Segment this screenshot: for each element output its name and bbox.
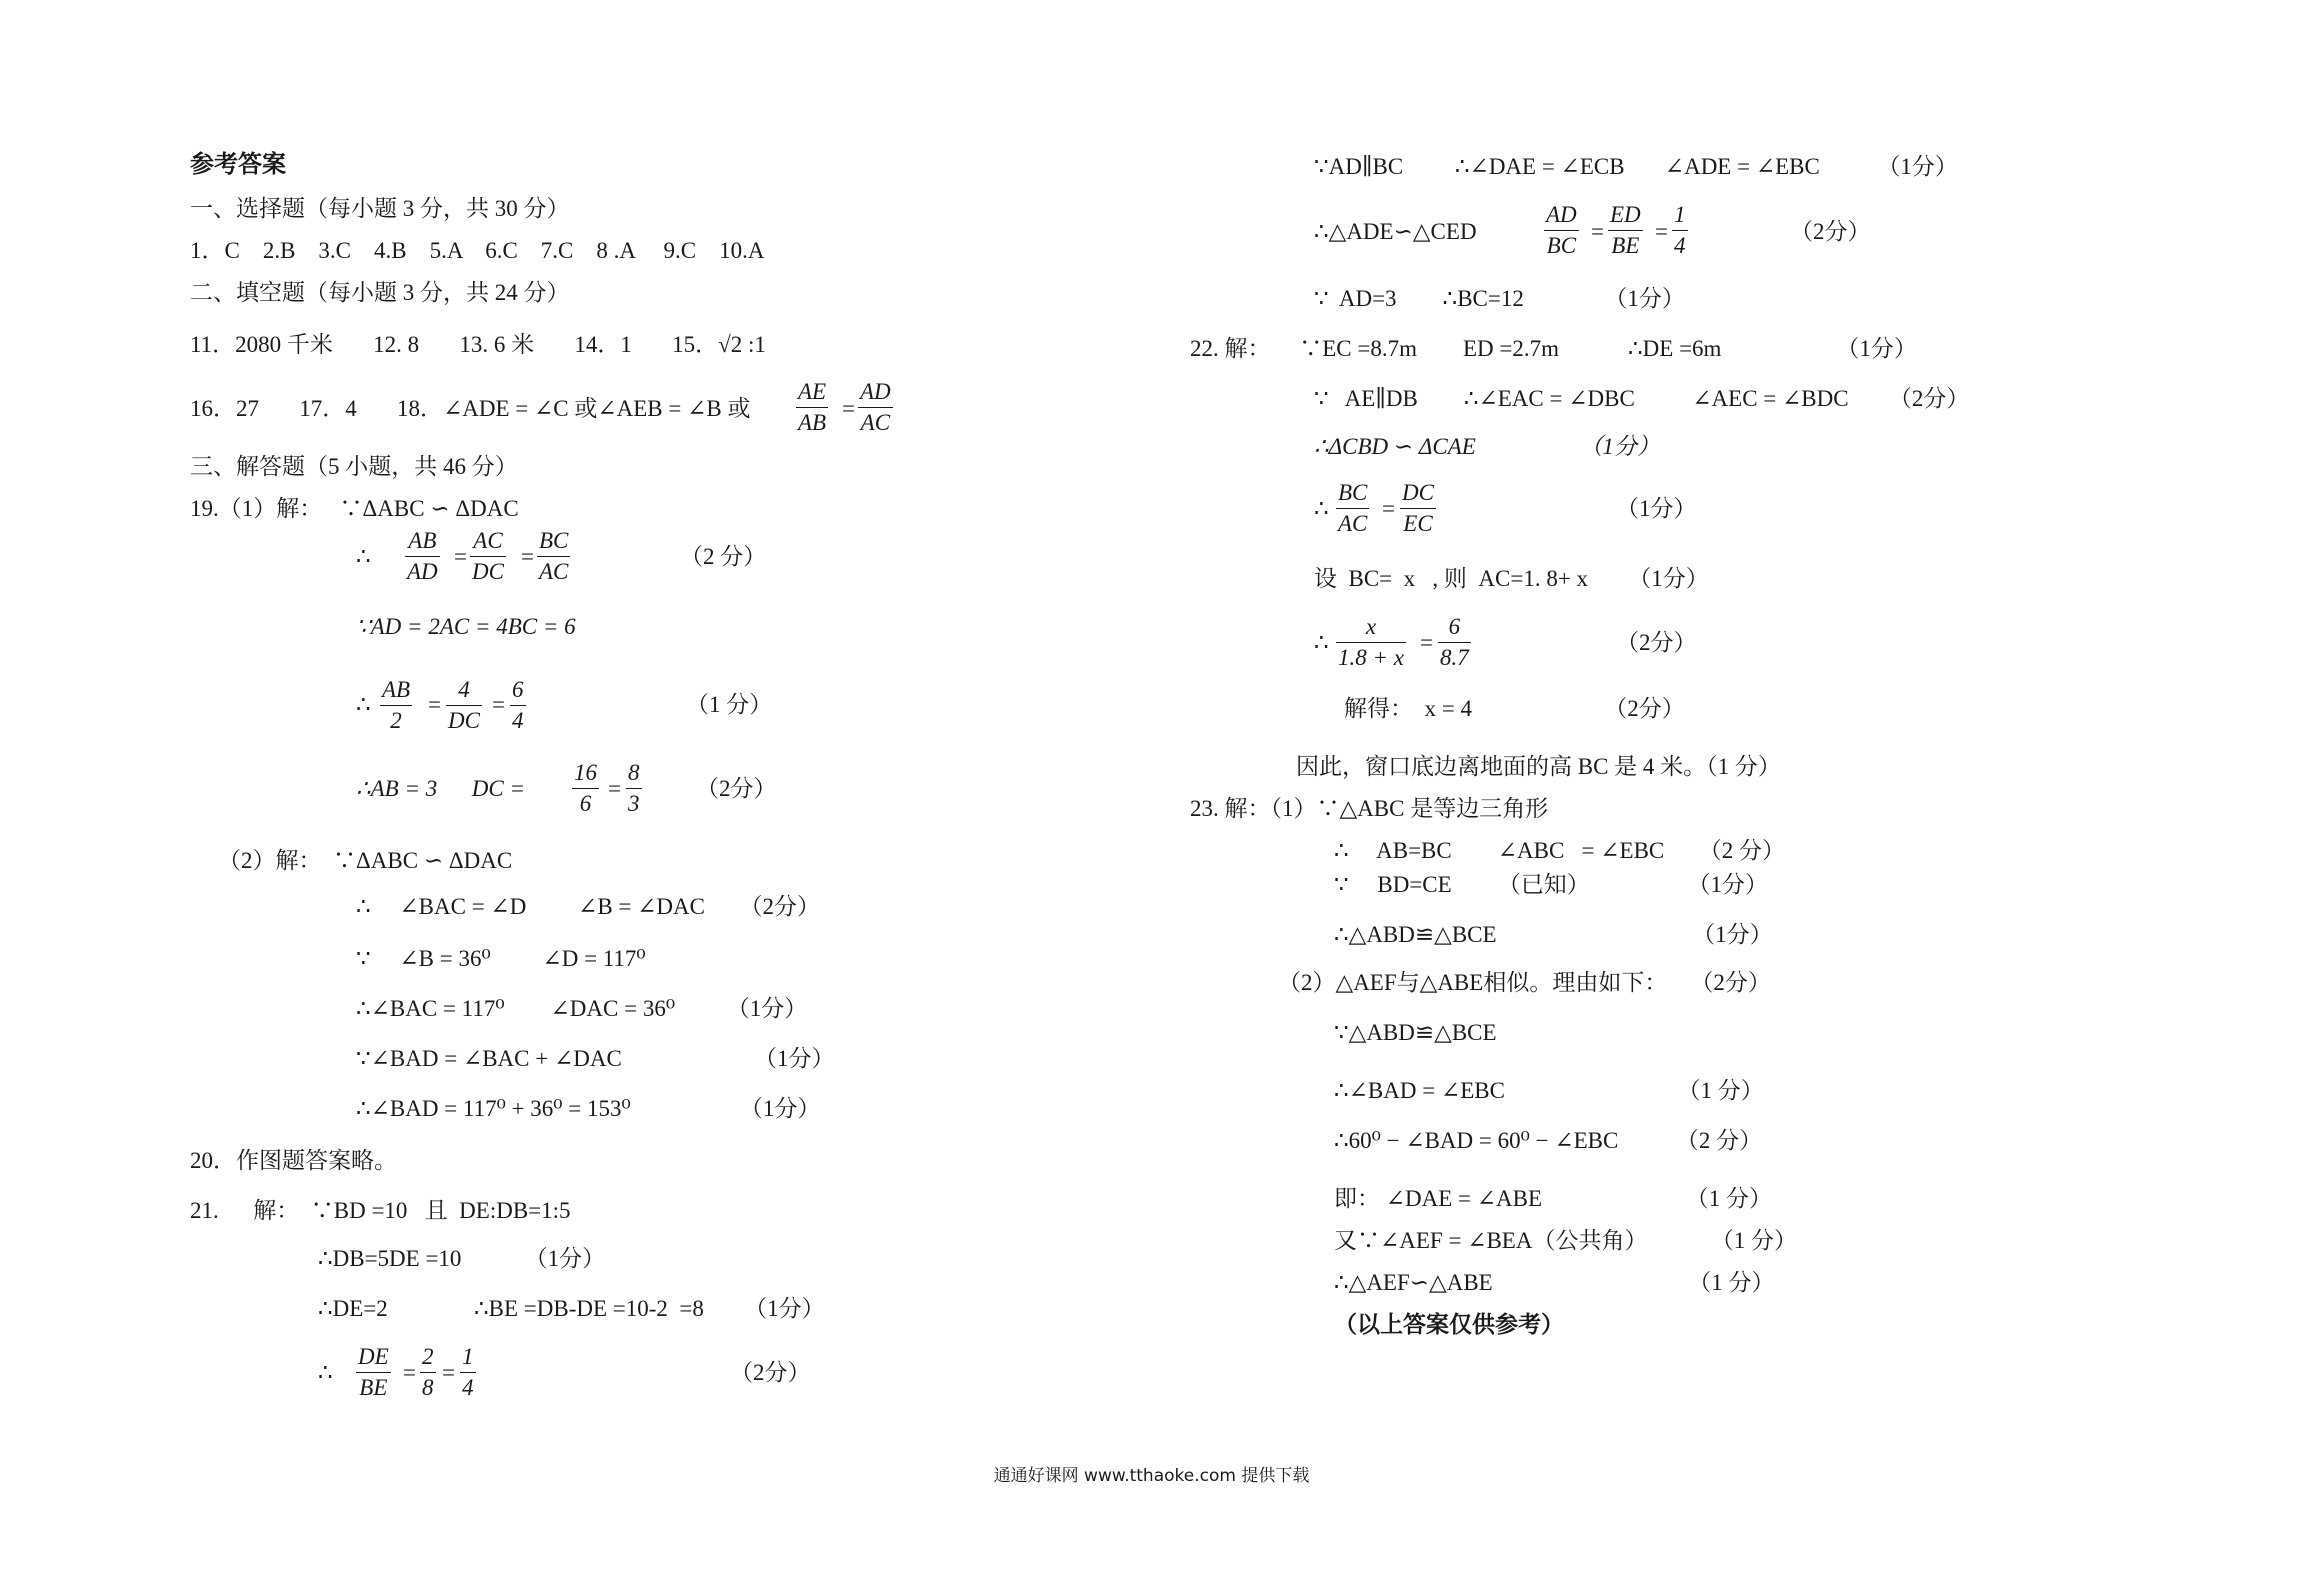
disclaimer-note: （以上答案仅供参考） [1334,1312,1564,1337]
q21-frac1 [356,1342,391,1403]
footer-source-note: 通通好课网 www.tthaoke.com 提供下载 [993,1466,1310,1486]
score-label: （2分） [696,776,777,801]
numerator: AB [408,528,437,553]
score-label: （1 分） [686,692,773,717]
page-title: 参考答案 [190,152,286,178]
q23-line9: 即： ∠DAE = ∠ABE （1 分） [1334,1186,1773,1211]
q21-cont-line3: ∵ AD=3 ∴BC=12 （1分） [1314,286,1685,311]
q23-line3: ∵ BD=CE （已知） （1分） [1334,872,1768,897]
q22-frac2 [1400,478,1436,539]
denominator: 3 [628,791,640,816]
q22-frac4 [1438,612,1471,673]
q23-line11: ∴△AEF∽△ABE （1 分） [1334,1270,1775,1295]
score-label: （2 分） [680,544,767,569]
q19-frac8 [626,758,642,819]
denominator: BE [1611,233,1640,258]
section2-row2: 16．27 17．4 18．∠ADE = ∠C 或∠AEB = ∠B 或 [190,396,751,421]
numerator: DE [358,1344,389,1369]
q19-part2-step3: ∴∠BAC = 117⁰ ∠DAC = 36⁰ （1分） [356,996,808,1021]
fraction-18a [796,377,828,438]
q19-line3: ∵AD = 2AC = 4BC = 6 [356,614,576,639]
numerator: 1 [1674,202,1686,227]
right-column: ∵AD∥BC ∴∠DAE = ∠ECB ∠ADE = ∠EBC （1分） ∴△ADE∽△CED AD BC = ED BE = 1 4 （2分） ∵ AD=3 ∴BC=12 （1分） 22. 解： ∵EC =8.7m ED =2.7m ∴DE =6m （1分） ∵ AE∥DB ∴∠EAC = ∠DBC ∠AEC = ∠BDC （2分） ∴ΔCBD ∽ ΔCAE （1分） ∴ BC AC = DC EC （1分） 设 BC= x , 则 AC=1. 8+ x （1分） ∴ x 1.8 + x = 6 8.7 （2分） 解得： x = 4 （2分） 因此，窗口底边离地面的高 BC 是 4 米。（1 分） 23. 解：（1）∵△ABC 是等边三角形 ∴ AB=BC ∠ABC = ∠EBC （2 分） ∵ BD=CE （已知） （1分） ∴△ABD≌△BCE （1分） （2）△AEF与△ABE相似。理由如下： （2分） ∵△ABD≌△BCE ∴∠BAD = ∠EBC （1 分） ∴60⁰ − ∠BAD = 60⁰ − ∠EBC （2 分） 即： ∠DAE = ∠ABE （1 分） 又∵∠AEF = ∠BEA（公共角） （1 分） ∴△AEF∽△ABE （1 分） （以上答案仅供参考） [1150,0,2303,1500]
section3-heading: 三、解答题（5 小题，共 46 分） [190,454,518,479]
equals-sign: = [842,396,855,421]
q19-line5: ∴AB = 3 DC = [356,776,525,801]
q21-cont-frac3 [1672,200,1688,261]
q22-line7: 解得： x = 4 （2分） [1344,696,1685,721]
q19-part2-step4: ∵∠BAD = ∠BAC + ∠DAC （1分） [356,1046,835,1071]
numerator: 6 [1448,614,1461,639]
denominator: AB [798,410,827,435]
q21-cont-line1: ∵AD∥BC ∴∠DAE = ∠ECB ∠ADE = ∠EBC （1分） [1314,154,1958,179]
denominator: AD [407,559,438,584]
denominator: 4 [462,1375,474,1400]
q23-line1: 23. 解：（1）∵△ABC 是等边三角形 [1190,796,1549,821]
section2-row1: 11．2080 千米 12. 8 13. 6 米 14．1 15．√2 :1 [190,332,766,357]
numerator: 4 [458,677,470,702]
numerator: 6 [512,677,524,702]
denominator: AC [539,559,569,584]
numerator: 1 [462,1344,474,1369]
q21-line3: ∴DE=2 ∴BE =DB-DE =10-2 =8 （1分） [318,1296,825,1321]
denominator: EC [1403,511,1433,536]
denominator: 4 [512,708,524,733]
denominator: BE [359,1375,388,1400]
section1-heading: 一、选择题（每小题 3 分，共 30 分） [190,196,570,221]
left-column: 参考答案 一、选择题（每小题 3 分，共 30 分） 1．C 2.B 3.C 4.B 5.A 6.C 7.C 8 .A 9.C 10.A 二、填空题（每小题 3 分，共 24 分） 11．2080 千米 12. 8 13. 6 米 14．1 15．√2 :1 16．27 17．4 18．∠ADE = ∠C 或∠AEB = ∠B 或 AE AB = AD AC 三、解答题（5 小题，共 46 分） 19.（1）解： ∵ΔABC ∽ ΔDAC ∴ AB AD = AC DC = BC AC （2 分） ∵AD = 2AC = 4BC = 6 ∴ AB 2 = 4 DC = 6 4 （1 分） ∴AB = 3 DC = 16 6 = 8 3 （2分） （2）解： ∵ΔABC ∽ ΔDAC ∴ ∠BAC = ∠D ∠B = ∠DAC （2分） ∵ ∠B = 36⁰ ∠D = 117⁰ ∴∠BAC = 117⁰ ∠DAC = 36⁰ （1分） ∵∠BAD = ∠BAC + ∠DAC （1分） ∴∠BAD = 117⁰ + 36⁰ = 153⁰ （1分） 20．作图题答案略。 21. 解： ∵BD =10 且 DE:DB=1:5 ∴DB=5DE =10 （1分） ∴DE=2 ∴BE =DB-DE =10-2 =8 （1分） ∴ DE BE = 2 8 = 1 4 （2分） [0,0,1150,1500]
denominator: 8 [422,1375,434,1400]
q22-frac1 [1336,478,1369,539]
q19-frac4 [380,675,412,736]
numerator: ED [1610,202,1641,227]
score-label: （1分） [1616,496,1697,521]
numerator: DC [1402,480,1434,505]
numerator: BC [1338,480,1368,505]
q23-line4: ∴△ABD≌△BCE （1分） [1334,922,1773,947]
score-label: （2分） [730,1360,811,1385]
numerator: 2 [422,1344,434,1369]
numerator: x [1365,614,1377,639]
therefore-symbol: ∴ [356,544,371,569]
q21-cont-line2: ∴△ADE∽△CED [1314,219,1477,244]
denominator: BC [1546,233,1577,258]
q23-line7: ∴∠BAD = ∠EBC （1 分） [1334,1078,1764,1103]
q20-line: 20．作图题答案略。 [190,1148,397,1173]
q19-line1: 19.（1）解： ∵ΔABC ∽ ΔDAC [190,496,519,521]
q21-line2: ∴DB=5DE =10 （1分） [318,1246,606,1271]
q23-part2-line: （2）△AEF与△ABE相似。理由如下： （2分） [1278,970,1771,995]
q19-part2-step2: ∵ ∠B = 36⁰ ∠D = 117⁰ [356,946,646,971]
q19-frac5 [446,675,482,736]
score-label: （2分） [1790,219,1871,244]
q21-cont-frac2 [1608,200,1643,261]
section2-heading: 二、填空题（每小题 3 分，共 24 分） [190,280,570,305]
numerator: 8 [628,760,640,785]
numerator: AB [382,677,411,702]
numerator: AD [1546,202,1577,227]
q19-part2-step5: ∴∠BAD = 117⁰ + 36⁰ = 153⁰ （1分） [356,1096,821,1121]
denominator: 4 [1674,233,1686,258]
denominator: AC [1338,511,1368,536]
q22-line2: ∵ AE∥DB ∴∠EAC = ∠DBC ∠AEC = ∠BDC （2分） [1314,386,1970,411]
denominator: DC [448,708,480,733]
denominator: 1.8 + x [1338,645,1404,670]
q19-frac2 [470,526,506,587]
q19-frac7 [572,758,599,819]
q19-frac3 [537,526,570,587]
q19-part2-step1: ∴ ∠BAC = ∠D ∠B = ∠DAC （2分） [356,894,820,919]
section1-answers: 1．C 2.B 3.C 4.B 5.A 6.C 7.C 8 .A 9.C 10.A [190,238,765,263]
numerator: AE [798,379,827,404]
q22-line1: 22. 解： ∵EC =8.7m ED =2.7m ∴DE =6m （1分） [1190,336,1917,361]
denominator: AC [860,410,891,435]
therefore-symbol: ∴ [1314,630,1329,655]
q21-line1: 21. 解： ∵BD =10 且 DE:DB=1:5 [190,1198,571,1223]
score-label: （2分） [1616,630,1697,655]
denominator: 8.7 [1440,645,1469,670]
numerator: 16 [574,760,597,785]
q21-frac3 [460,1342,476,1403]
therefore-symbol: ∴ [356,692,371,717]
q22-frac3 [1336,612,1406,673]
therefore-symbol: ∴ [1314,496,1329,521]
numerator: AC [473,528,503,553]
q23-line10: 又∵∠AEF = ∠BEA（公共角） （1 分） [1334,1228,1797,1253]
numerator: AD [860,379,891,404]
denominator: 2 [390,708,402,733]
q22-line5: 设 BC= x , 则 AC=1. 8+ x （1分） [1314,566,1709,591]
q23-line6: ∵△ABD≌△BCE [1334,1020,1497,1045]
q22-conclusion: 因此，窗口底边离地面的高 BC 是 4 米。（1 分） [1296,754,1781,779]
q23-line8: ∴60⁰ − ∠BAD = 60⁰ − ∠EBC （2 分） [1334,1128,1763,1153]
q22-line3: ∴ΔCBD ∽ ΔCAE （1分） [1314,434,1660,459]
q21-frac2 [420,1342,436,1403]
therefore-symbol: ∴ [318,1360,333,1385]
numerator: BC [539,528,569,553]
q19-frac1 [405,526,440,587]
q23-line2: ∴ AB=BC ∠ABC = ∠EBC （2 分） [1334,838,1786,863]
denominator: DC [472,559,504,584]
q21-cont-frac1 [1544,200,1579,261]
q19-frac6 [510,675,526,736]
denominator: 6 [579,791,592,816]
fraction-18b [858,377,893,438]
q19-part2-line: （2）解： ∵ΔABC ∽ ΔDAC [218,848,513,873]
